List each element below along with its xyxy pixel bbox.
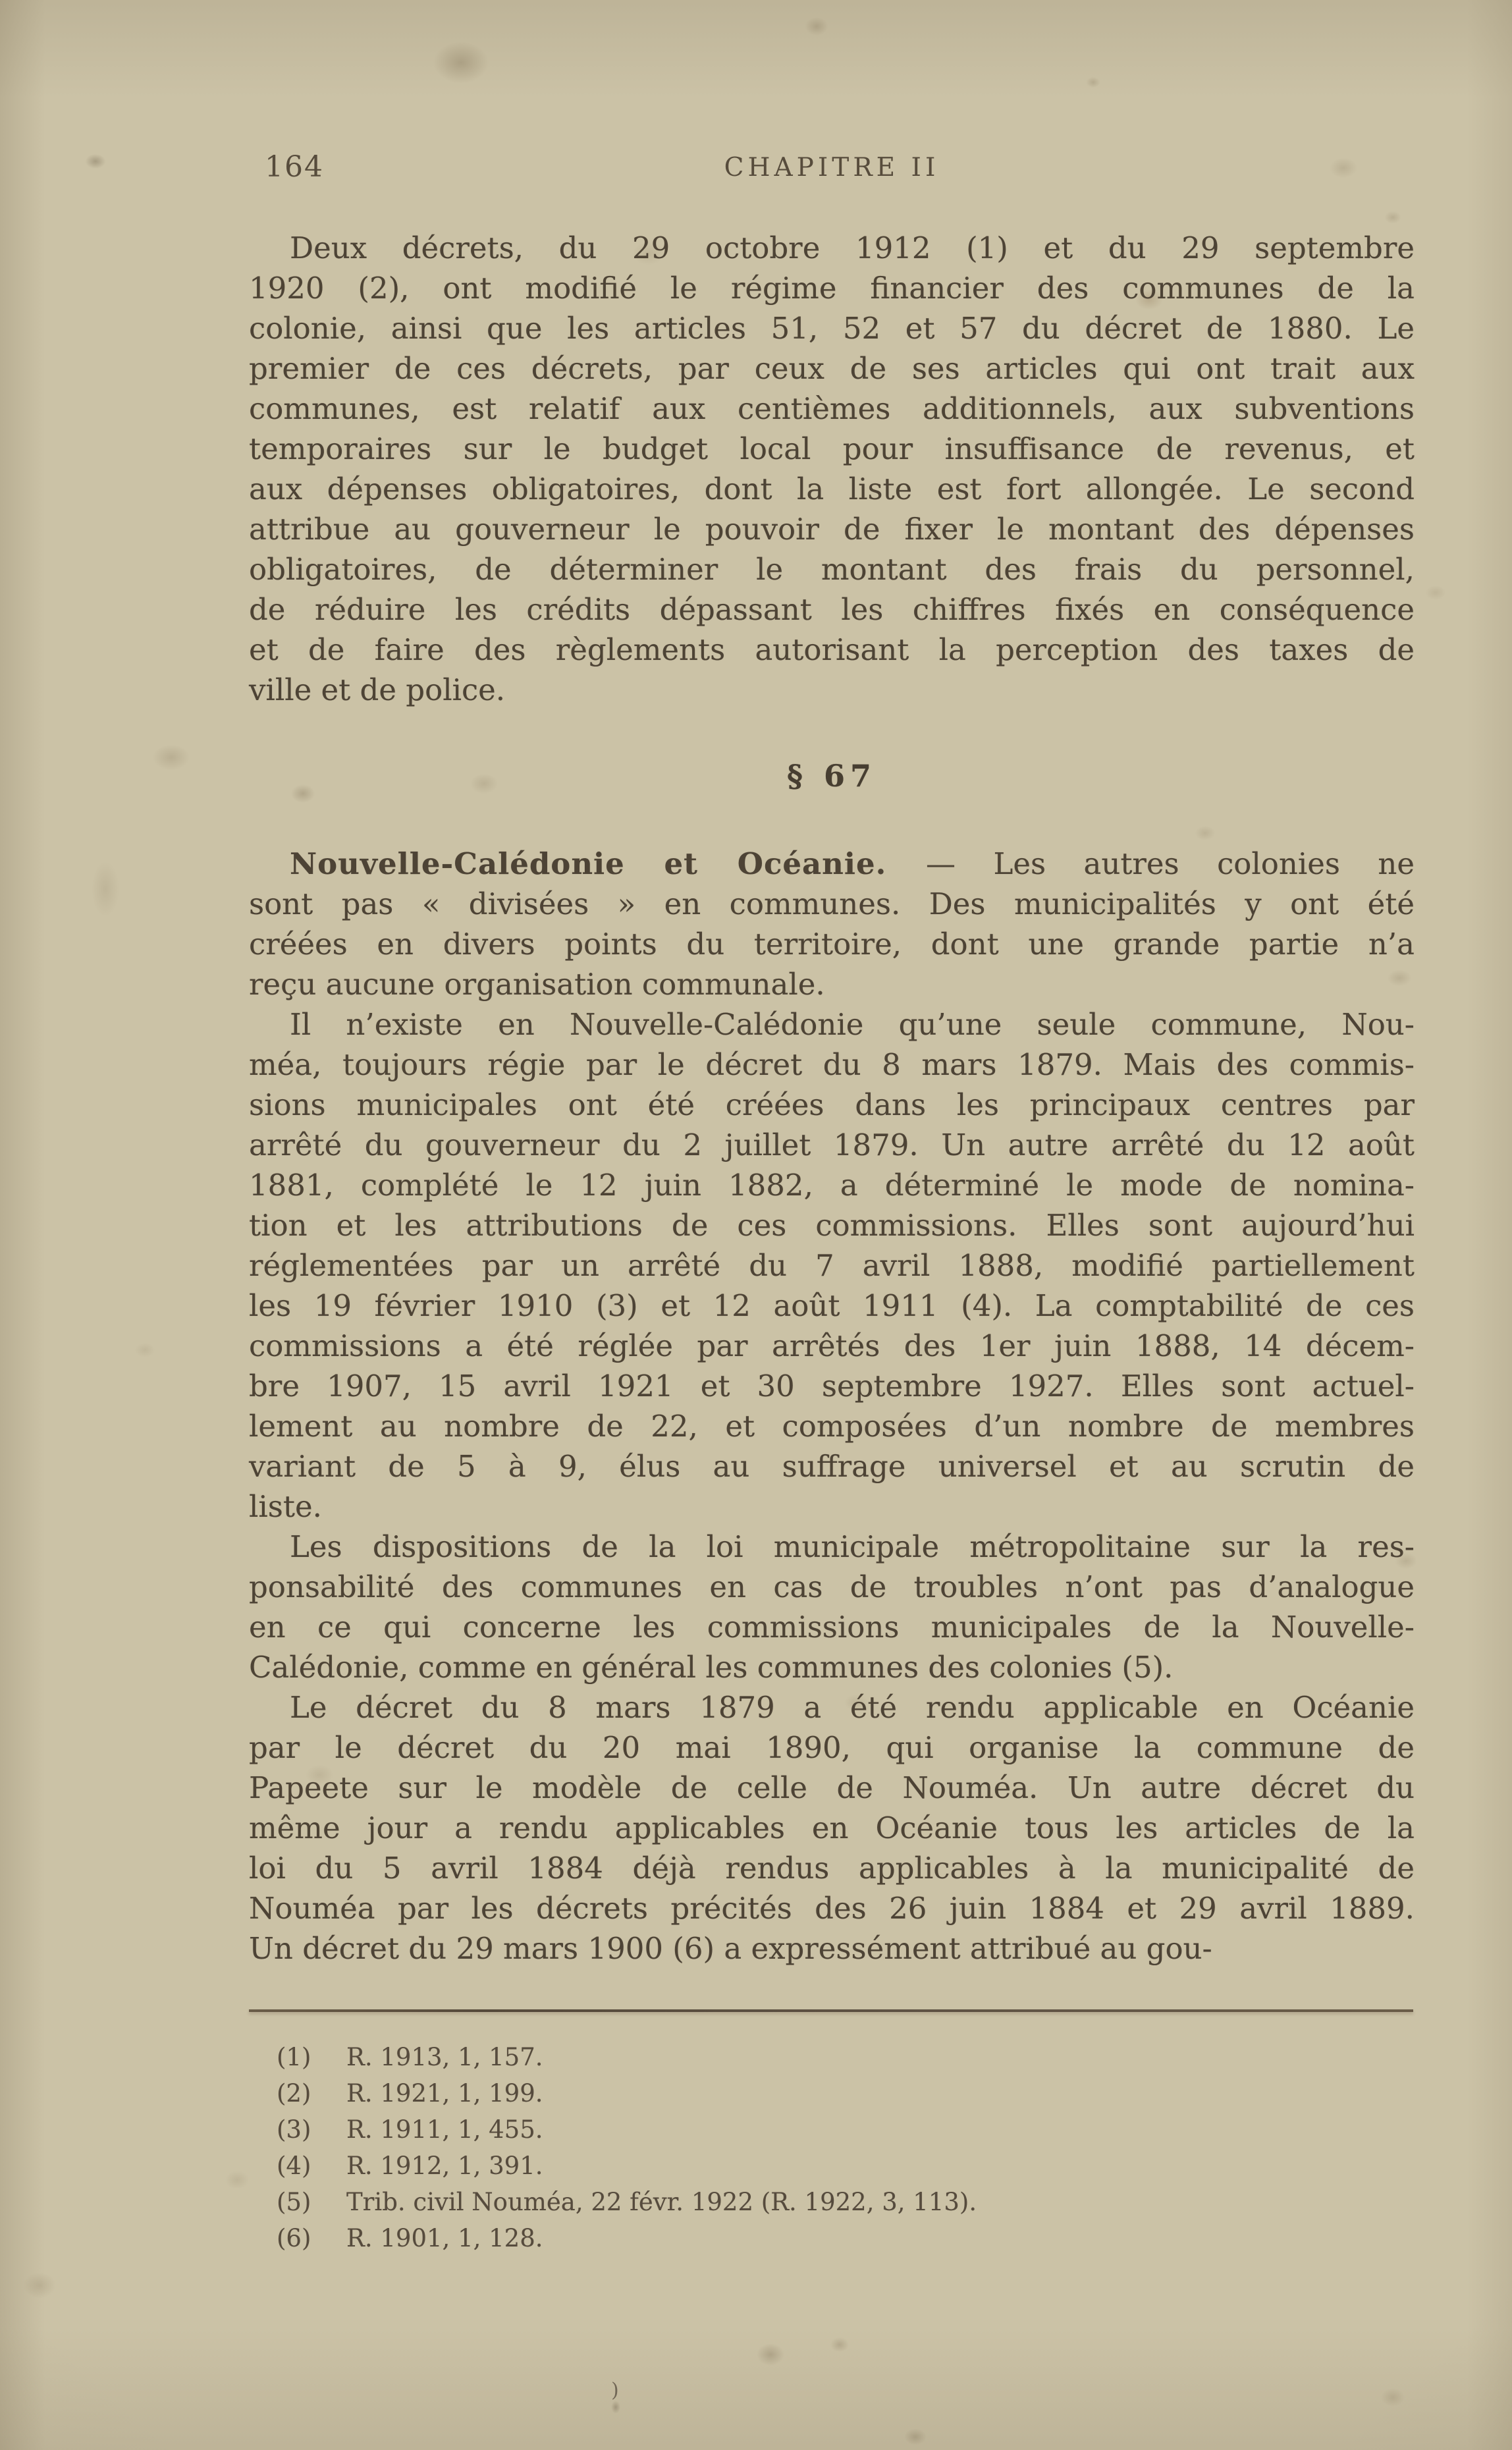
text-line: liste. xyxy=(249,1489,322,1524)
section-mark: § 67 xyxy=(786,758,877,794)
footnote xyxy=(277,2148,1416,2184)
footnote xyxy=(277,2075,1416,2111)
footnote-number: (4) xyxy=(277,2152,311,2180)
text-line: commissions a été réglée par arrêtés des 1er juin 1888, 14 décem- xyxy=(249,1328,1415,1363)
text-line: aux dépenses obligatoires, dont la liste est fort allongée. Le second xyxy=(249,472,1415,506)
footnote-text: R. 1913, 1, 157. xyxy=(346,2043,543,2071)
text-line: créées en divers points du territoire, dont une grande partie n’a xyxy=(249,927,1415,962)
footnote-text: R. 1921, 1, 199. xyxy=(346,2079,543,2108)
text-line: temporaires sur le budget local pour insuffisance de revenus, et xyxy=(249,431,1415,466)
text-block xyxy=(249,228,1415,1969)
text-line: sions municipales ont été créées dans les principaux centres par xyxy=(249,1087,1415,1122)
text-line: Deux décrets, du 29 octobre 1912 (1) et du 29 septembre xyxy=(290,231,1415,265)
text-line: Calédonie, comme en général les communes des colonies (5). xyxy=(249,1650,1174,1685)
footnotes xyxy=(277,2039,1416,2256)
footnote-text: Trib. civil Nouméa, 22 févr. 1922 (R. 1922, 3, 113). xyxy=(346,2188,977,2216)
text-line: obligatoires, de déterminer le montant des frais du personnel, xyxy=(249,552,1415,587)
footnote-text: R. 1912, 1, 391. xyxy=(346,2152,543,2180)
text-line: 1920 (2), ont modifié le régime financier des communes de la xyxy=(249,271,1415,306)
stray-mark: ) xyxy=(611,2379,619,2402)
footnote-number: (6) xyxy=(277,2224,311,2252)
text-line: arrêté du gouverneur du 2 juillet 1879. Un autre arrêté du 12 août xyxy=(249,1128,1415,1162)
text-line: Le décret du 8 mars 1879 a été rendu applicable en Océanie xyxy=(290,1690,1415,1725)
text-line: attribue au gouverneur le pouvoir de fixer le montant des dépenses xyxy=(249,512,1415,547)
text-line: premier de ces décrets, par ceux de ses articles qui ont trait aux xyxy=(249,351,1415,386)
text-line: Nouvelle-Calédonie et Océanie. — Les autres colonies ne xyxy=(290,846,1415,881)
footnote xyxy=(277,2184,1416,2220)
text-line: variant de 5 à 9, élus au suffrage universel et au scrutin de xyxy=(249,1449,1415,1484)
footnote-number: (3) xyxy=(277,2115,311,2144)
chapter-title: CHAPITRE II xyxy=(724,153,940,182)
text-line: loi du 5 avril 1884 déjà rendus applicables à la municipalité de xyxy=(249,1851,1415,1886)
footnote-number: (2) xyxy=(277,2079,311,2108)
text-line: en ce qui concerne les commissions municipales de la Nouvelle- xyxy=(249,1610,1415,1645)
footnote xyxy=(277,2111,1416,2148)
text-line: 1881, complété le 12 juin 1882, a déterminé le mode de nomina- xyxy=(249,1168,1415,1203)
footnote-number: (5) xyxy=(277,2188,311,2216)
text-line: bre 1907, 15 avril 1921 et 30 septembre 1927. Elles sont actuel- xyxy=(249,1369,1415,1403)
footnote-text: R. 1901, 1, 128. xyxy=(346,2224,543,2252)
text-line: communes, est relatif aux centièmes additionnels, aux subventions xyxy=(249,391,1415,426)
text-line: reçu aucune organisation communale. xyxy=(249,967,825,1002)
text-line: colonie, ainsi que les articles 51, 52 et 57 du décret de 1880. Le xyxy=(249,311,1415,346)
text-line: Nouméa par les décrets précités des 26 juin 1884 et 29 avril 1889. xyxy=(249,1891,1415,1926)
footnote-text: R. 1911, 1, 455. xyxy=(346,2115,543,2144)
text-line: ponsabilité des communes en cas de troubles n’ont pas d’analogue xyxy=(249,1569,1415,1604)
text-line: par le décret du 20 mai 1890, qui organise la commune de xyxy=(249,1730,1415,1765)
page-header xyxy=(249,150,1415,192)
intro-paragraph xyxy=(249,228,1415,710)
text-line: Papeete sur le modèle de celle de Nouméa. Un autre décret du xyxy=(249,1770,1415,1805)
text-line: Il n’existe en Nouvelle-Calédonie qu’une seule commune, Nou- xyxy=(290,1007,1415,1042)
text-line: les 19 février 1910 (3) et 12 août 1911 (4). La comptabilité de ces xyxy=(249,1288,1415,1323)
text-line: même jour a rendu applicables en Océanie tous les articles de la xyxy=(249,1810,1415,1845)
text-line: Les dispositions de la loi municipale métropolitaine sur la res- xyxy=(290,1529,1415,1564)
text-line: sont pas « divisées » en communes. Des municipalités y ont été xyxy=(249,886,1415,921)
footnote xyxy=(277,2220,1416,2256)
page-number: 164 xyxy=(265,150,324,184)
footnote-number: (1) xyxy=(277,2043,311,2071)
text-line: réglementées par un arrêté du 7 avril 1888, modifié partiellement xyxy=(249,1248,1415,1283)
text-line: Un décret du 29 mars 1900 (6) a expressément attribué au gou- xyxy=(249,1931,1212,1966)
footnote-separator xyxy=(249,2009,1413,2012)
text-line: ville et de police. xyxy=(249,672,506,707)
text-line: de réduire les crédits dépassant les chiffres fixés en conséquence xyxy=(249,592,1415,627)
body-paragraphs xyxy=(249,844,1415,1969)
text-line: et de faire des règlements autorisant la perception des taxes de xyxy=(249,632,1415,667)
footnote xyxy=(277,2039,1416,2075)
text-line: tion et les attributions de ces commissions. Elles sont aujourd’hui xyxy=(249,1208,1415,1243)
paragraph-lead: Nouvelle-Calédonie et Océanie. xyxy=(290,846,927,881)
text-line: lement au nombre de 22, et composées d’un nombre de membres xyxy=(249,1409,1415,1444)
text-line: méa, toujours régie par le décret du 8 mars 1879. Mais des commis- xyxy=(249,1047,1415,1082)
